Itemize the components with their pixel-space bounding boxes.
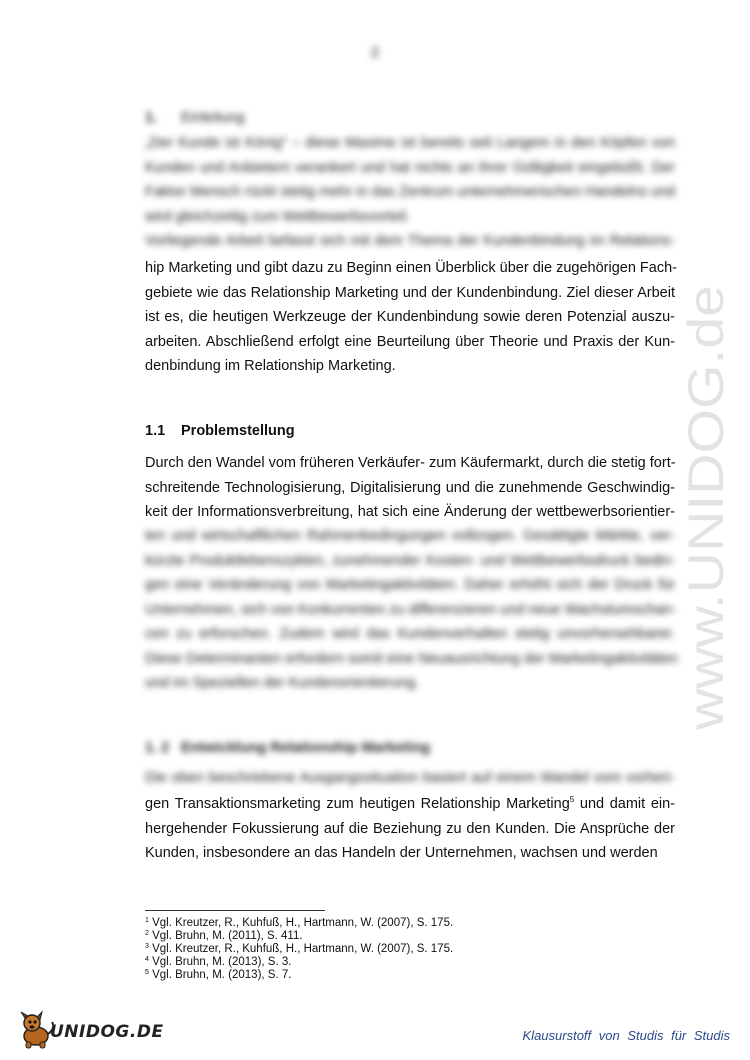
text-line: wird gleichzeitig zum Wettbewerbsvorteil. (145, 208, 410, 225)
text-line: und im Speziellen der Kundenorientierung. (145, 675, 420, 691)
section-heading-entwicklung (145, 740, 430, 756)
text-line: gen eine Veränderung von Marketingaktivitäten. Daher erhöht sich der Druck für (145, 577, 675, 593)
text-line: Kunden und Anbietern verankert und hat nichts an ihrer Gültigkeit eingebüßt. Der (145, 159, 675, 176)
text-line: hip Marketing und gibt dazu zu Beginn einen Überblick über die zugehörigen Fach- (145, 260, 677, 276)
text-line: Durch den Wandel vom früheren Verkäufer- zum Käufermarkt, durch die stetig fort- (145, 455, 676, 471)
text-line: gebiete wie das Relationship Marketing und der Kundenbindung. Ziel dieser Arbeit (145, 284, 675, 301)
text-line: „Der Kunde ist König“ – diese Maxime ist bereits seit Langem in den Köpfen von (145, 135, 675, 151)
footnote-text: Vgl. Bruhn, M. (2013), S. 7. (152, 969, 292, 981)
text-line: ten und wirtschaftlichen Rahmenbedingungen vollzogen. Gesättigte Märkte, ver- (145, 528, 675, 544)
footnote-text: Vgl. Bruhn, M. (2011), S. 411. (152, 930, 303, 942)
footnote-text: Vgl. Kreutzer, R., Kuhfuß, H., Hartmann, W. (2007), S. 175. (152, 917, 454, 929)
text-segment: und damit ein- (574, 796, 675, 812)
footnote-text: Vgl. Kreutzer, R., Kuhfuß, H., Hartmann, W. (2007), S. 175. (152, 943, 454, 955)
problemstellung-paragraph (145, 451, 675, 525)
section-title: Einleitung (181, 110, 245, 126)
footnote-divider (145, 910, 325, 911)
text-line: Faktor Mensch rückt stetig mehr in das Zentrum unternehmerischen Handelns und (145, 184, 675, 200)
footnote-item (145, 943, 453, 956)
footer-tagline: Klausurstoff von Studis für Studis (522, 1028, 730, 1043)
text-line (145, 792, 675, 817)
text-line: Vorliegende Arbeit befasst sich mit dem Thema der Kundenbindung im Relations- (145, 233, 675, 249)
footnote-text: Vgl. Bruhn, M. (2013), S. 3. (152, 956, 292, 968)
footnote-item (145, 917, 453, 930)
section-title: Entwicklung Relationship Marketing (181, 740, 430, 756)
section-heading-einleitung (145, 110, 245, 126)
footnote-number: 3 (145, 943, 149, 950)
text-line: Diese Determinanten erfordern somit eine Neuausrichtung der Marketingaktivitäten (145, 650, 678, 667)
text-line: arbeiten. Abschließend erfolgt eine Beurteilung über Theorie und Praxis der Kun- (145, 333, 675, 350)
text-line: Die oben beschriebene Ausgangssituation basiert auf einem Wandel vom vorheri- (145, 770, 675, 786)
text-line: cen zu erforschen. Zudem wird das Kundenverhalten stetig unvorhersehbarer. (145, 626, 675, 642)
text-line: Unternehmen, sich von Konkurrenten zu differenzieren und neue Wachstumschan- (145, 601, 677, 618)
text-line: ist es, die heutigen Werkzeuge der Kundenbindung sowie deren Potenzial auszu- (145, 309, 675, 325)
watermark-text: www.UNIDOG.de (678, 341, 734, 730)
text-line: Kunden, insbesondere an das Handeln der Unternehmen, wachsen und werden (145, 845, 658, 861)
text-line: keit der Informationsverbreitung, hat sich eine Änderung der wettbewerbsorientier- (145, 504, 675, 520)
text-line: schreitende Technologisierung, Digitalisierung und die zunehmende Geschwindig- (145, 479, 675, 496)
problemstellung-blurred-paragraph (145, 524, 678, 696)
page-number: 2 (370, 44, 380, 61)
footnote-item (145, 956, 453, 969)
text-line: hergehender Fokussierung auf die Beziehung zu den Kunden. Die Ansprüche der (145, 820, 675, 837)
footnote-number: 2 (145, 930, 149, 937)
footnote-number: 1 (145, 917, 149, 924)
einleitung-blurred-paragraph (145, 131, 675, 254)
section-number: 1.1 (145, 423, 166, 439)
entwicklung-paragraph (145, 792, 675, 866)
text-line: kürzte Produktlebenszyklen, zunehmender Kosten- und Wettbewerbsdruck bedin- (145, 552, 675, 569)
section-heading-problemstellung (145, 423, 295, 439)
footnote-item (145, 969, 453, 982)
logo-text: UNIDOG.DE (50, 1022, 164, 1042)
section-number: 1. (145, 110, 158, 126)
section-number: 1. 2 (145, 740, 170, 756)
watermark (678, 280, 743, 730)
footnote-marker: 5 (569, 795, 575, 804)
footnote-item (145, 930, 453, 943)
text-line: denbindung im Relationship Marketing. (145, 358, 396, 374)
footnote-number: 4 (145, 956, 149, 963)
einleitung-paragraph (145, 256, 675, 379)
entwicklung-blurred-paragraph (145, 766, 675, 791)
text-segment: gen Transaktionsmarketing zum heutigen Relationship Marketing (145, 796, 570, 812)
footnote-number: 5 (145, 969, 149, 976)
section-title: Problemstellung (181, 423, 295, 439)
footnotes (145, 917, 453, 982)
